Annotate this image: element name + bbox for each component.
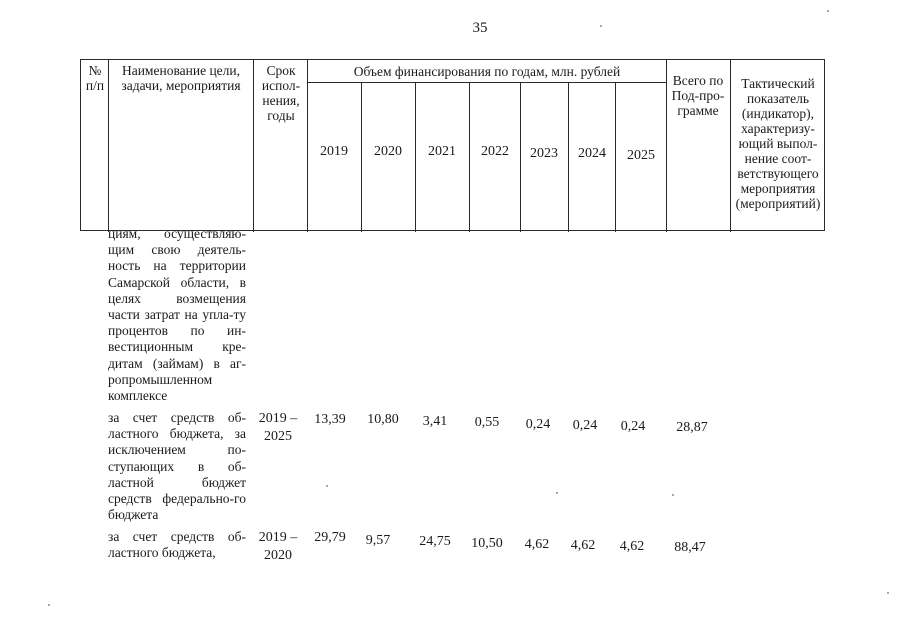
value-2022: 10,50 bbox=[471, 536, 503, 551]
scan-speck bbox=[600, 25, 602, 27]
value-2024: 4,62 bbox=[570, 538, 596, 553]
value-2024: 0,24 bbox=[572, 418, 598, 433]
value-2020: 10,80 bbox=[367, 412, 399, 427]
year-2024: 2024 bbox=[578, 146, 606, 161]
col-divider bbox=[307, 60, 308, 232]
value-2021: 3,41 bbox=[422, 414, 448, 429]
year-2025: 2025 bbox=[627, 148, 655, 163]
scan-speck bbox=[827, 10, 829, 12]
year-2022: 2022 bbox=[481, 144, 509, 159]
scan-speck bbox=[672, 494, 674, 496]
header-total: Всего по Под-про-грамме bbox=[671, 73, 725, 118]
header-num: № п/п bbox=[85, 63, 105, 93]
value-2022: 0,55 bbox=[474, 415, 500, 430]
col-divider bbox=[666, 60, 667, 232]
value-total: 28,87 bbox=[676, 420, 708, 435]
col-divider bbox=[730, 60, 731, 232]
value-2019: 29,79 bbox=[314, 530, 346, 545]
row-description: за счет средств об-ластного бюджета, за исключением по-ступающих в об-ластной бюджет средств федерально-го бюджета bbox=[108, 410, 246, 523]
header-indicator: Тактический показатель (индикатор), характеризу-ющий выпол-нение соот-ветствующего мероприятия (мероприятий) bbox=[735, 76, 821, 211]
value-2021: 24,75 bbox=[419, 534, 451, 549]
value-total: 88,47 bbox=[674, 540, 706, 555]
header-funding: Объем финансирования по годам, млн. рублей bbox=[353, 64, 621, 79]
col-divider bbox=[253, 60, 254, 232]
intro-text: циям, осуществляю-щим свою деятель-ность на территории Самарской области, в целях возмещения части затрат на упла-ту процентов по ин-вестиционным кре-дитам (займам) в аг-ропромышленном комплексе bbox=[108, 226, 246, 404]
value-2020: 9,57 bbox=[365, 533, 391, 548]
header-term: Срок испол-нения, годы bbox=[261, 63, 301, 123]
funding-subheader-line bbox=[307, 82, 666, 83]
col-divider bbox=[415, 82, 416, 232]
col-divider bbox=[108, 60, 109, 232]
year-2020: 2020 bbox=[374, 144, 402, 159]
year-2021: 2021 bbox=[428, 144, 456, 159]
scan-speck bbox=[556, 492, 558, 494]
page-number: 35 bbox=[472, 20, 488, 36]
value-2023: 0,24 bbox=[525, 417, 551, 432]
value-2025: 4,62 bbox=[619, 539, 645, 554]
scan-speck bbox=[326, 485, 328, 487]
value-2025: 0,24 bbox=[620, 419, 646, 434]
scan-speck bbox=[48, 604, 50, 606]
value-2023: 4,62 bbox=[524, 537, 550, 552]
row-term: 2019 – 2020 bbox=[258, 530, 298, 563]
value-2019: 13,39 bbox=[314, 412, 346, 427]
year-2023: 2023 bbox=[530, 146, 558, 161]
row-term: 2019 – 2025 bbox=[258, 411, 298, 444]
row-description: за счет средств об-ластного бюджета, bbox=[108, 529, 246, 561]
table-header-frame bbox=[80, 59, 825, 231]
col-divider bbox=[361, 82, 362, 232]
year-2019: 2019 bbox=[320, 144, 348, 159]
header-name: Наименование цели, задачи, мероприятия bbox=[121, 63, 241, 93]
scan-speck bbox=[887, 592, 889, 594]
